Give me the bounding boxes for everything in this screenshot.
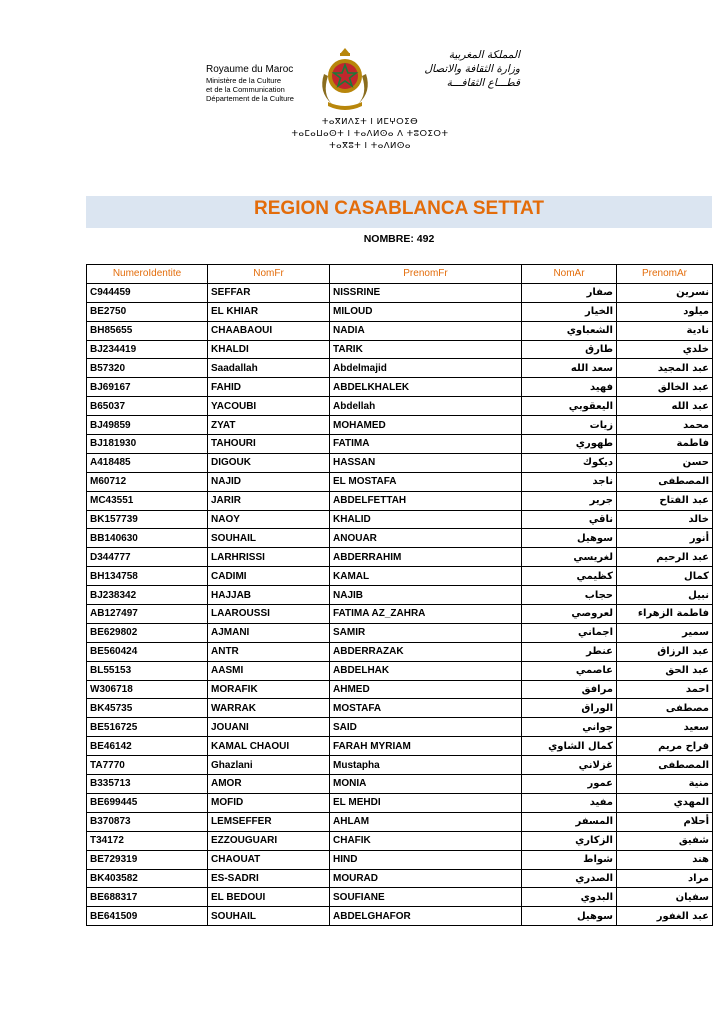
numero-cell: T34172 <box>87 831 208 850</box>
prenomfr-cell: ABDERRAHIM <box>330 548 522 567</box>
prenomar-cell: عبد الخالق <box>617 378 713 397</box>
prenomfr-cell: MONIA <box>330 775 522 794</box>
prenomar-cell: سعيد <box>617 718 713 737</box>
prenomfr-cell: FATIMA AZ_ZAHRA <box>330 605 522 624</box>
nomfr-cell: MOFID <box>208 793 330 812</box>
prenomfr-cell: MILOUD <box>330 302 522 321</box>
prenomfr-cell: Abdelmajid <box>330 359 522 378</box>
table-row <box>87 529 713 548</box>
table-row <box>87 642 713 661</box>
nomar-cell: كمال الشاوي <box>522 737 617 756</box>
prenomfr-cell: HASSAN <box>330 453 522 472</box>
nomfr-cell: LEMSEFFER <box>208 812 330 831</box>
table-row <box>87 775 713 794</box>
table-row <box>87 680 713 699</box>
table-row <box>87 397 713 416</box>
numero-cell: BE46142 <box>87 737 208 756</box>
table-body <box>87 283 713 925</box>
nomfr-cell: TAHOURI <box>208 435 330 454</box>
nomar-cell: غزلاني <box>522 756 617 775</box>
nomfr-cell: MORAFIK <box>208 680 330 699</box>
prenomfr-cell: SOUFIANE <box>330 888 522 907</box>
prenomar-cell: سمير <box>617 623 713 642</box>
table-row <box>87 869 713 888</box>
page-title: REGION CASABLANCA SETTAT <box>254 198 544 219</box>
nomar-cell: طارق <box>522 340 617 359</box>
prenomfr-cell: ABDELGHAFOR <box>330 907 522 926</box>
nomfr-cell: KAMAL CHAOUI <box>208 737 330 756</box>
numero-cell: BK403582 <box>87 869 208 888</box>
french-institution-name <box>206 64 318 103</box>
nomar-cell: صفار <box>522 283 617 302</box>
nomar-cell: فهيد <box>522 378 617 397</box>
nomfr-cell: SEFFAR <box>208 283 330 302</box>
prenomar-cell: نسرين <box>617 283 713 302</box>
table-row <box>87 548 713 567</box>
ar-line-3: قطـــاع الثقافـــة <box>446 77 520 89</box>
table-row <box>87 623 713 642</box>
nomfr-cell: FAHID <box>208 378 330 397</box>
table-header-row <box>87 265 713 284</box>
prenomar-cell: عبد الرحيم <box>617 548 713 567</box>
numero-cell: BE641509 <box>87 907 208 926</box>
table-row <box>87 586 713 605</box>
table-row <box>87 472 713 491</box>
prenomfr-cell: SAID <box>330 718 522 737</box>
prenomfr-cell: KAMAL <box>330 567 522 586</box>
numero-cell: D344777 <box>87 548 208 567</box>
numero-cell: BE560424 <box>87 642 208 661</box>
col-header-numero: NumeroIdentite <box>87 265 208 284</box>
tif-line-1: ⵜⴰⴳⵍⴷⵉⵜ ⵏ ⵍⵎⵖⵔⵉⴱ <box>321 117 419 127</box>
prenomfr-cell: FARAH MYRIAM <box>330 737 522 756</box>
nomar-cell: كظيمي <box>522 567 617 586</box>
prenomar-cell: مراد <box>617 869 713 888</box>
nomar-cell: حجاب <box>522 586 617 605</box>
numero-cell: BB140630 <box>87 529 208 548</box>
nomfr-cell: NAJID <box>208 472 330 491</box>
table-row <box>87 321 713 340</box>
nomfr-cell: SOUHAIL <box>208 529 330 548</box>
prenomar-cell: عبد الغفور <box>617 907 713 926</box>
prenomar-cell: نبيل <box>617 586 713 605</box>
nomfr-cell: YACOUBI <box>208 397 330 416</box>
nomfr-cell: ES-SADRI <box>208 869 330 888</box>
prenomar-cell: خلدي <box>617 340 713 359</box>
prenomfr-cell: CHAFIK <box>330 831 522 850</box>
prenomfr-cell: Abdellah <box>330 397 522 416</box>
prenomfr-cell: AHMED <box>330 680 522 699</box>
numero-cell: B65037 <box>87 397 208 416</box>
table-row <box>87 907 713 926</box>
prenomar-cell: مصطفى <box>617 699 713 718</box>
prenomfr-cell: NISSRINE <box>330 283 522 302</box>
prenomar-cell: كمال <box>617 567 713 586</box>
table-row <box>87 812 713 831</box>
fr-line-4: Département de la Culture <box>206 94 294 103</box>
prenomfr-cell: EL MOSTAFA <box>330 472 522 491</box>
prenomfr-cell: HIND <box>330 850 522 869</box>
table-row <box>87 416 713 435</box>
nomar-cell: اليعقوبي <box>522 397 617 416</box>
prenomfr-cell: KHALID <box>330 510 522 529</box>
prenomar-cell: عبد الله <box>617 397 713 416</box>
numero-cell: BL55153 <box>87 661 208 680</box>
prenomar-cell: ميلود <box>617 302 713 321</box>
col-header-prenomfr: PrenomFr <box>330 265 522 284</box>
prenomar-cell: خالد <box>617 510 713 529</box>
prenomfr-cell: Mustapha <box>330 756 522 775</box>
numero-cell: BE629802 <box>87 623 208 642</box>
nomfr-cell: EL KHIAR <box>208 302 330 321</box>
nomar-cell: مفيد <box>522 793 617 812</box>
prenomar-cell: عبد الرزاق <box>617 642 713 661</box>
prenomar-cell: منية <box>617 775 713 794</box>
prenomar-cell: عبد الحق <box>617 661 713 680</box>
nomar-cell: مرافق <box>522 680 617 699</box>
tif-line-2: ⵜⴰⵎⴰⵡⴰⵙⵜ ⵏ ⵜⴰⴷⵍⵙⴰ ⴷ ⵜⵓⵔⵉⵔⵜ <box>291 129 449 139</box>
table-row <box>87 756 713 775</box>
nomar-cell: الوراق <box>522 699 617 718</box>
people-table <box>86 264 713 926</box>
numero-cell: BE688317 <box>87 888 208 907</box>
ar-line-2: وزارة الثقافة والاتصال <box>424 63 520 75</box>
prenomar-cell: عبد الفتاح <box>617 491 713 510</box>
nomfr-cell: CHAABAOUI <box>208 321 330 340</box>
nomar-cell: ديكوك <box>522 453 617 472</box>
nomfr-cell: CHAOUAT <box>208 850 330 869</box>
nomar-cell: البدوي <box>522 888 617 907</box>
numero-cell: BJ181930 <box>87 435 208 454</box>
prenomar-cell: نادية <box>617 321 713 340</box>
numero-cell: C944459 <box>87 283 208 302</box>
nomfr-cell: AMOR <box>208 775 330 794</box>
numero-cell: M60712 <box>87 472 208 491</box>
prenomfr-cell: EL MEHDI <box>330 793 522 812</box>
numero-cell: B370873 <box>87 812 208 831</box>
table-row <box>87 453 713 472</box>
prenomfr-cell: MOHAMED <box>330 416 522 435</box>
nomfr-cell: KHALDI <box>208 340 330 359</box>
col-header-nomar: NomAr <box>522 265 617 284</box>
nomfr-cell: Ghazlani <box>208 756 330 775</box>
prenomar-cell: حسن <box>617 453 713 472</box>
nomfr-cell: EL BEDOUI <box>208 888 330 907</box>
nomfr-cell: LARHRISSI <box>208 548 330 567</box>
tif-line-3: ⵜⴰⴳⵓⵜ ⵏ ⵜⴰⴷⵍⵙⴰ <box>329 141 411 151</box>
prenomfr-cell: ANOUAR <box>330 529 522 548</box>
nomar-cell: لغريسي <box>522 548 617 567</box>
numero-cell: TA7770 <box>87 756 208 775</box>
table-row <box>87 699 713 718</box>
prenomfr-cell: ABDERRAZAK <box>330 642 522 661</box>
numero-cell: BK157739 <box>87 510 208 529</box>
prenomar-cell: المهدي <box>617 793 713 812</box>
prenomfr-cell: SAMIR <box>330 623 522 642</box>
prenomar-cell: أنور <box>617 529 713 548</box>
numero-cell: BE516725 <box>87 718 208 737</box>
tifinagh-institution-name <box>260 116 480 152</box>
nomar-cell: الزكاري <box>522 831 617 850</box>
table-row <box>87 567 713 586</box>
table-row <box>87 661 713 680</box>
nomar-cell: المسفر <box>522 812 617 831</box>
prenomar-cell: هند <box>617 850 713 869</box>
nomfr-cell: NAOY <box>208 510 330 529</box>
table-row <box>87 491 713 510</box>
fr-line-1: Royaume du Maroc <box>206 64 294 75</box>
nomfr-cell: JOUANI <box>208 718 330 737</box>
prenomfr-cell: ABDELHAK <box>330 661 522 680</box>
arabic-institution-name <box>380 48 520 90</box>
prenomar-cell: فراح مريم <box>617 737 713 756</box>
ar-line-1: المملكة المغربية <box>448 49 520 61</box>
numero-cell: B335713 <box>87 775 208 794</box>
nomar-cell: عاصمي <box>522 661 617 680</box>
nomar-cell: ناجد <box>522 472 617 491</box>
nomfr-cell: HAJJAB <box>208 586 330 605</box>
nomar-cell: جواني <box>522 718 617 737</box>
table-row <box>87 737 713 756</box>
nomar-cell: طهوري <box>522 435 617 454</box>
nomar-cell: الخيار <box>522 302 617 321</box>
nomfr-cell: CADIMI <box>208 567 330 586</box>
nomfr-cell: AJMANI <box>208 623 330 642</box>
nomfr-cell: SOUHAIL <box>208 907 330 926</box>
numero-cell: BJ234419 <box>87 340 208 359</box>
nomar-cell: عمور <box>522 775 617 794</box>
nomfr-cell: DIGOUK <box>208 453 330 472</box>
prenomar-cell: احمد <box>617 680 713 699</box>
nomfr-cell: AASMI <box>208 661 330 680</box>
table-row <box>87 283 713 302</box>
table-row <box>87 793 713 812</box>
nomfr-cell: ANTR <box>208 642 330 661</box>
table-row <box>87 435 713 454</box>
nomar-cell: الصدري <box>522 869 617 888</box>
numero-cell: BJ238342 <box>87 586 208 605</box>
prenomar-cell: شفيق <box>617 831 713 850</box>
nomar-cell: شواط <box>522 850 617 869</box>
prenomfr-cell: MOURAD <box>330 869 522 888</box>
nomar-cell: سعد الله <box>522 359 617 378</box>
nomar-cell: جرير <box>522 491 617 510</box>
numero-cell: MC43551 <box>87 491 208 510</box>
prenomfr-cell: FATIMA <box>330 435 522 454</box>
table-row <box>87 340 713 359</box>
numero-cell: W306718 <box>87 680 208 699</box>
numero-cell: BE2750 <box>87 302 208 321</box>
table-row <box>87 302 713 321</box>
numero-cell: BE729319 <box>87 850 208 869</box>
table-row <box>87 378 713 397</box>
prenomar-cell: محمد <box>617 416 713 435</box>
numero-cell: BH134758 <box>87 567 208 586</box>
nomfr-cell: ZYAT <box>208 416 330 435</box>
nomar-cell: سوهيل <box>522 907 617 926</box>
table-row <box>87 850 713 869</box>
prenomar-cell: فاطمة الزهراء <box>617 605 713 624</box>
fr-line-3: et de la Communication <box>206 85 285 94</box>
nomfr-cell: WARRAK <box>208 699 330 718</box>
numero-cell: BH85655 <box>87 321 208 340</box>
prenomfr-cell: ABDELFETTAH <box>330 491 522 510</box>
prenomar-cell: المصطفى <box>617 756 713 775</box>
nomar-cell: عنطر <box>522 642 617 661</box>
fr-line-2: Ministère de la Culture <box>206 76 282 85</box>
numero-cell: BJ49859 <box>87 416 208 435</box>
nomfr-cell: LAAROUSSI <box>208 605 330 624</box>
table-row <box>87 605 713 624</box>
numero-cell: AB127497 <box>87 605 208 624</box>
nomar-cell: سوهيل <box>522 529 617 548</box>
nomar-cell: ناقي <box>522 510 617 529</box>
numero-cell: A418485 <box>87 453 208 472</box>
numero-cell: BJ69167 <box>87 378 208 397</box>
prenomar-cell: سفيان <box>617 888 713 907</box>
col-header-prenomar: PrenomAr <box>617 265 713 284</box>
letterhead <box>200 40 540 150</box>
table-row <box>87 359 713 378</box>
nomar-cell: اجماني <box>522 623 617 642</box>
prenomar-cell: المصطفى <box>617 472 713 491</box>
coat-of-arms-icon <box>314 44 376 112</box>
table-row <box>87 831 713 850</box>
table-row <box>87 510 713 529</box>
numero-cell: B57320 <box>87 359 208 378</box>
prenomfr-cell: MOSTAFA <box>330 699 522 718</box>
prenomfr-cell: NADIA <box>330 321 522 340</box>
nomar-cell: الشعباوي <box>522 321 617 340</box>
nomar-cell: لعروصي <box>522 605 617 624</box>
prenomfr-cell: NAJIB <box>330 586 522 605</box>
nomar-cell: زيات <box>522 416 617 435</box>
nomfr-cell: JARIR <box>208 491 330 510</box>
prenomfr-cell: ABDELKHALEK <box>330 378 522 397</box>
record-count: NOMBRE: 492 <box>363 233 435 245</box>
prenomar-cell: أحلام <box>617 812 713 831</box>
prenomar-cell: فاطمة <box>617 435 713 454</box>
numero-cell: BE699445 <box>87 793 208 812</box>
numero-cell: BK45735 <box>87 699 208 718</box>
table-row <box>87 718 713 737</box>
nomfr-cell: Saadallah <box>208 359 330 378</box>
nomfr-cell: EZZOUGUARI <box>208 831 330 850</box>
prenomfr-cell: TARIK <box>330 340 522 359</box>
prenomfr-cell: AHLAM <box>330 812 522 831</box>
table-row <box>87 888 713 907</box>
prenomar-cell: عبد المجيد <box>617 359 713 378</box>
col-header-nomfr: NomFr <box>208 265 330 284</box>
